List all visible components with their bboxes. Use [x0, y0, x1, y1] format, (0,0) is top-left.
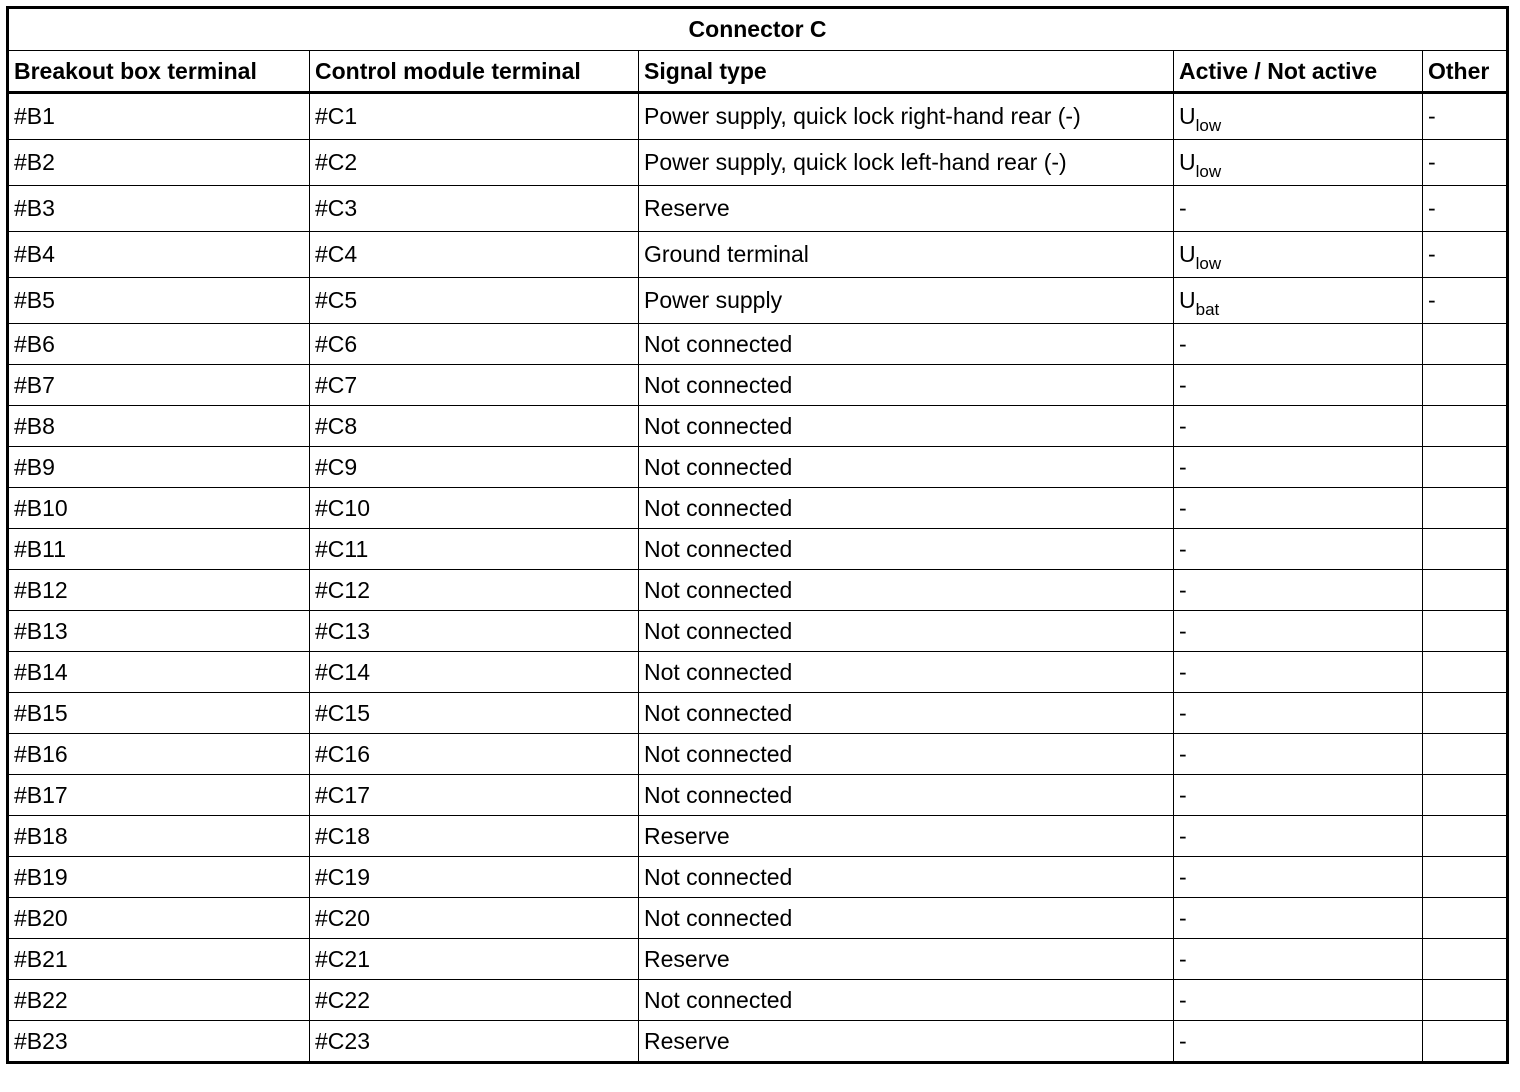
active-state-cell — [1174, 939, 1423, 980]
breakout-terminal-cell: #B5 — [8, 278, 310, 324]
breakout-terminal-cell: #B18 — [8, 816, 310, 857]
active-state-value: - — [1179, 781, 1187, 808]
breakout-terminal-cell: #B20 — [8, 898, 310, 939]
table-row — [8, 652, 1508, 693]
active-state-value: - — [1179, 330, 1187, 357]
table-row — [8, 1021, 1508, 1063]
active-state-cell — [1174, 611, 1423, 652]
other-cell — [1423, 529, 1508, 570]
active-state-cell — [1174, 365, 1423, 406]
other-cell — [1423, 447, 1508, 488]
signal-type-cell: Not connected — [639, 488, 1174, 529]
table-body — [8, 93, 1508, 1063]
signal-type-cell: Not connected — [639, 734, 1174, 775]
signal-type-cell: Not connected — [639, 980, 1174, 1021]
breakout-terminal-cell: #B21 — [8, 939, 310, 980]
other-cell — [1423, 611, 1508, 652]
table-row — [8, 816, 1508, 857]
table-row — [8, 140, 1508, 186]
table-row — [8, 693, 1508, 734]
breakout-terminal-cell: #B22 — [8, 980, 310, 1021]
active-state-value: - — [1179, 986, 1187, 1013]
header-breakout-box-terminal: Breakout box terminal — [8, 51, 310, 93]
active-state-cell — [1174, 488, 1423, 529]
other-cell: - — [1423, 140, 1508, 186]
control-terminal-cell: #C17 — [310, 775, 639, 816]
active-state-cell — [1174, 734, 1423, 775]
table-row — [8, 898, 1508, 939]
table-row — [8, 857, 1508, 898]
control-terminal-cell: #C6 — [310, 324, 639, 365]
header-control-module-terminal: Control module terminal — [310, 51, 639, 93]
other-cell — [1423, 488, 1508, 529]
active-state-cell — [1174, 775, 1423, 816]
signal-type-cell: Power supply, quick lock left-hand rear (-) — [639, 140, 1174, 186]
table-row — [8, 734, 1508, 775]
control-terminal-cell: #C13 — [310, 611, 639, 652]
control-terminal-cell: #C9 — [310, 447, 639, 488]
active-state-cell — [1174, 406, 1423, 447]
other-cell — [1423, 693, 1508, 734]
header-signal-type: Signal type — [639, 51, 1174, 93]
table-title: Connector C — [8, 8, 1508, 51]
control-terminal-cell: #C1 — [310, 93, 639, 140]
active-state-subscript: low — [1195, 254, 1222, 273]
other-cell — [1423, 365, 1508, 406]
signal-type-cell: Not connected — [639, 652, 1174, 693]
signal-type-cell: Reserve — [639, 1021, 1174, 1063]
other-cell: - — [1423, 93, 1508, 140]
control-terminal-cell: #C16 — [310, 734, 639, 775]
table-row — [8, 406, 1508, 447]
active-state-value: - — [1179, 453, 1187, 480]
table-row — [8, 939, 1508, 980]
signal-type-cell: Not connected — [639, 447, 1174, 488]
signal-type-cell: Not connected — [639, 857, 1174, 898]
signal-type-cell: Not connected — [639, 775, 1174, 816]
table-row — [8, 529, 1508, 570]
active-state-cell — [1174, 529, 1423, 570]
active-state-value: - — [1179, 863, 1187, 890]
active-state-cell — [1174, 186, 1423, 232]
table-row — [8, 324, 1508, 365]
active-state-cell — [1174, 1021, 1423, 1063]
breakout-terminal-cell: #B17 — [8, 775, 310, 816]
active-state-value: - — [1179, 371, 1187, 398]
active-state-cell — [1174, 652, 1423, 693]
breakout-terminal-cell: #B6 — [8, 324, 310, 365]
other-cell — [1423, 406, 1508, 447]
control-terminal-cell: #C7 — [310, 365, 639, 406]
table-row — [8, 775, 1508, 816]
signal-type-cell: Not connected — [639, 693, 1174, 734]
other-cell — [1423, 1021, 1508, 1063]
other-cell — [1423, 734, 1508, 775]
signal-type-cell: Reserve — [639, 186, 1174, 232]
breakout-terminal-cell: #B3 — [8, 186, 310, 232]
active-state-value: - — [1179, 617, 1187, 644]
table-row — [8, 447, 1508, 488]
active-state-cell — [1174, 140, 1423, 186]
other-cell: - — [1423, 186, 1508, 232]
control-terminal-cell: #C11 — [310, 529, 639, 570]
active-state-cell — [1174, 93, 1423, 140]
other-cell — [1423, 939, 1508, 980]
control-terminal-cell: #C12 — [310, 570, 639, 611]
signal-type-cell: Not connected — [639, 898, 1174, 939]
control-terminal-cell: #C10 — [310, 488, 639, 529]
header-active-not-active: Active / Not active — [1174, 51, 1423, 93]
signal-type-cell: Not connected — [639, 611, 1174, 652]
active-state-value: U — [1179, 149, 1196, 175]
control-terminal-cell: #C2 — [310, 140, 639, 186]
control-terminal-cell: #C3 — [310, 186, 639, 232]
signal-type-cell: Reserve — [639, 816, 1174, 857]
breakout-terminal-cell: #B19 — [8, 857, 310, 898]
table-row — [8, 365, 1508, 406]
signal-type-cell: Reserve — [639, 939, 1174, 980]
active-state-cell — [1174, 324, 1423, 365]
other-cell — [1423, 898, 1508, 939]
breakout-terminal-cell: #B10 — [8, 488, 310, 529]
active-state-value: U — [1179, 103, 1196, 129]
active-state-cell — [1174, 570, 1423, 611]
active-state-value: U — [1179, 287, 1196, 313]
other-cell — [1423, 570, 1508, 611]
table-header-row — [8, 51, 1508, 93]
control-terminal-cell: #C15 — [310, 693, 639, 734]
breakout-terminal-cell: #B7 — [8, 365, 310, 406]
signal-type-cell: Power supply — [639, 278, 1174, 324]
active-state-cell — [1174, 693, 1423, 734]
other-cell: - — [1423, 232, 1508, 278]
active-state-subscript: low — [1195, 116, 1222, 135]
active-state-subscript: bat — [1195, 300, 1220, 319]
signal-type-cell: Not connected — [639, 324, 1174, 365]
signal-type-cell: Ground terminal — [639, 232, 1174, 278]
other-cell — [1423, 775, 1508, 816]
breakout-terminal-cell: #B13 — [8, 611, 310, 652]
breakout-terminal-cell: #B14 — [8, 652, 310, 693]
table-row — [8, 186, 1508, 232]
active-state-value: - — [1179, 740, 1187, 767]
other-cell — [1423, 324, 1508, 365]
other-cell — [1423, 652, 1508, 693]
control-terminal-cell: #C8 — [310, 406, 639, 447]
active-state-value: - — [1179, 1027, 1187, 1054]
control-terminal-cell: #C22 — [310, 980, 639, 1021]
active-state-value: - — [1179, 945, 1187, 972]
active-state-value: U — [1179, 241, 1196, 267]
other-cell — [1423, 980, 1508, 1021]
signal-type-cell: Not connected — [639, 529, 1174, 570]
active-state-value: - — [1179, 699, 1187, 726]
breakout-terminal-cell: #B12 — [8, 570, 310, 611]
active-state-cell — [1174, 857, 1423, 898]
active-state-subscript: low — [1195, 162, 1222, 181]
control-terminal-cell: #C23 — [310, 1021, 639, 1063]
connector-table — [6, 6, 1509, 1064]
active-state-value: - — [1179, 576, 1187, 603]
control-terminal-cell: #C18 — [310, 816, 639, 857]
active-state-cell — [1174, 898, 1423, 939]
breakout-terminal-cell: #B2 — [8, 140, 310, 186]
breakout-terminal-cell: #B16 — [8, 734, 310, 775]
breakout-terminal-cell: #B4 — [8, 232, 310, 278]
active-state-value: - — [1179, 535, 1187, 562]
active-state-cell — [1174, 447, 1423, 488]
breakout-terminal-cell: #B15 — [8, 693, 310, 734]
other-cell — [1423, 857, 1508, 898]
other-cell — [1423, 816, 1508, 857]
active-state-value: - — [1179, 904, 1187, 931]
table-row — [8, 611, 1508, 652]
signal-type-cell: Not connected — [639, 365, 1174, 406]
table-row — [8, 93, 1508, 140]
breakout-terminal-cell: #B23 — [8, 1021, 310, 1063]
table-title-row — [8, 8, 1508, 51]
active-state-value: - — [1179, 822, 1187, 849]
active-state-value: - — [1179, 494, 1187, 521]
breakout-terminal-cell: #B1 — [8, 93, 310, 140]
active-state-cell — [1174, 980, 1423, 1021]
table-row — [8, 232, 1508, 278]
table-row — [8, 488, 1508, 529]
control-terminal-cell: #C5 — [310, 278, 639, 324]
table-row — [8, 570, 1508, 611]
active-state-cell — [1174, 232, 1423, 278]
breakout-terminal-cell: #B8 — [8, 406, 310, 447]
signal-type-cell: Power supply, quick lock right-hand rear (-) — [639, 93, 1174, 140]
other-cell: - — [1423, 278, 1508, 324]
control-terminal-cell: #C4 — [310, 232, 639, 278]
active-state-value: - — [1179, 195, 1187, 221]
breakout-terminal-cell: #B9 — [8, 447, 310, 488]
signal-type-cell: Not connected — [639, 406, 1174, 447]
active-state-cell — [1174, 816, 1423, 857]
control-terminal-cell: #C21 — [310, 939, 639, 980]
control-terminal-cell: #C14 — [310, 652, 639, 693]
table-row — [8, 278, 1508, 324]
signal-type-cell: Not connected — [639, 570, 1174, 611]
control-terminal-cell: #C19 — [310, 857, 639, 898]
active-state-cell — [1174, 278, 1423, 324]
active-state-value: - — [1179, 658, 1187, 685]
header-other: Other — [1423, 51, 1508, 93]
control-terminal-cell: #C20 — [310, 898, 639, 939]
breakout-terminal-cell: #B11 — [8, 529, 310, 570]
active-state-value: - — [1179, 412, 1187, 439]
table-row — [8, 980, 1508, 1021]
